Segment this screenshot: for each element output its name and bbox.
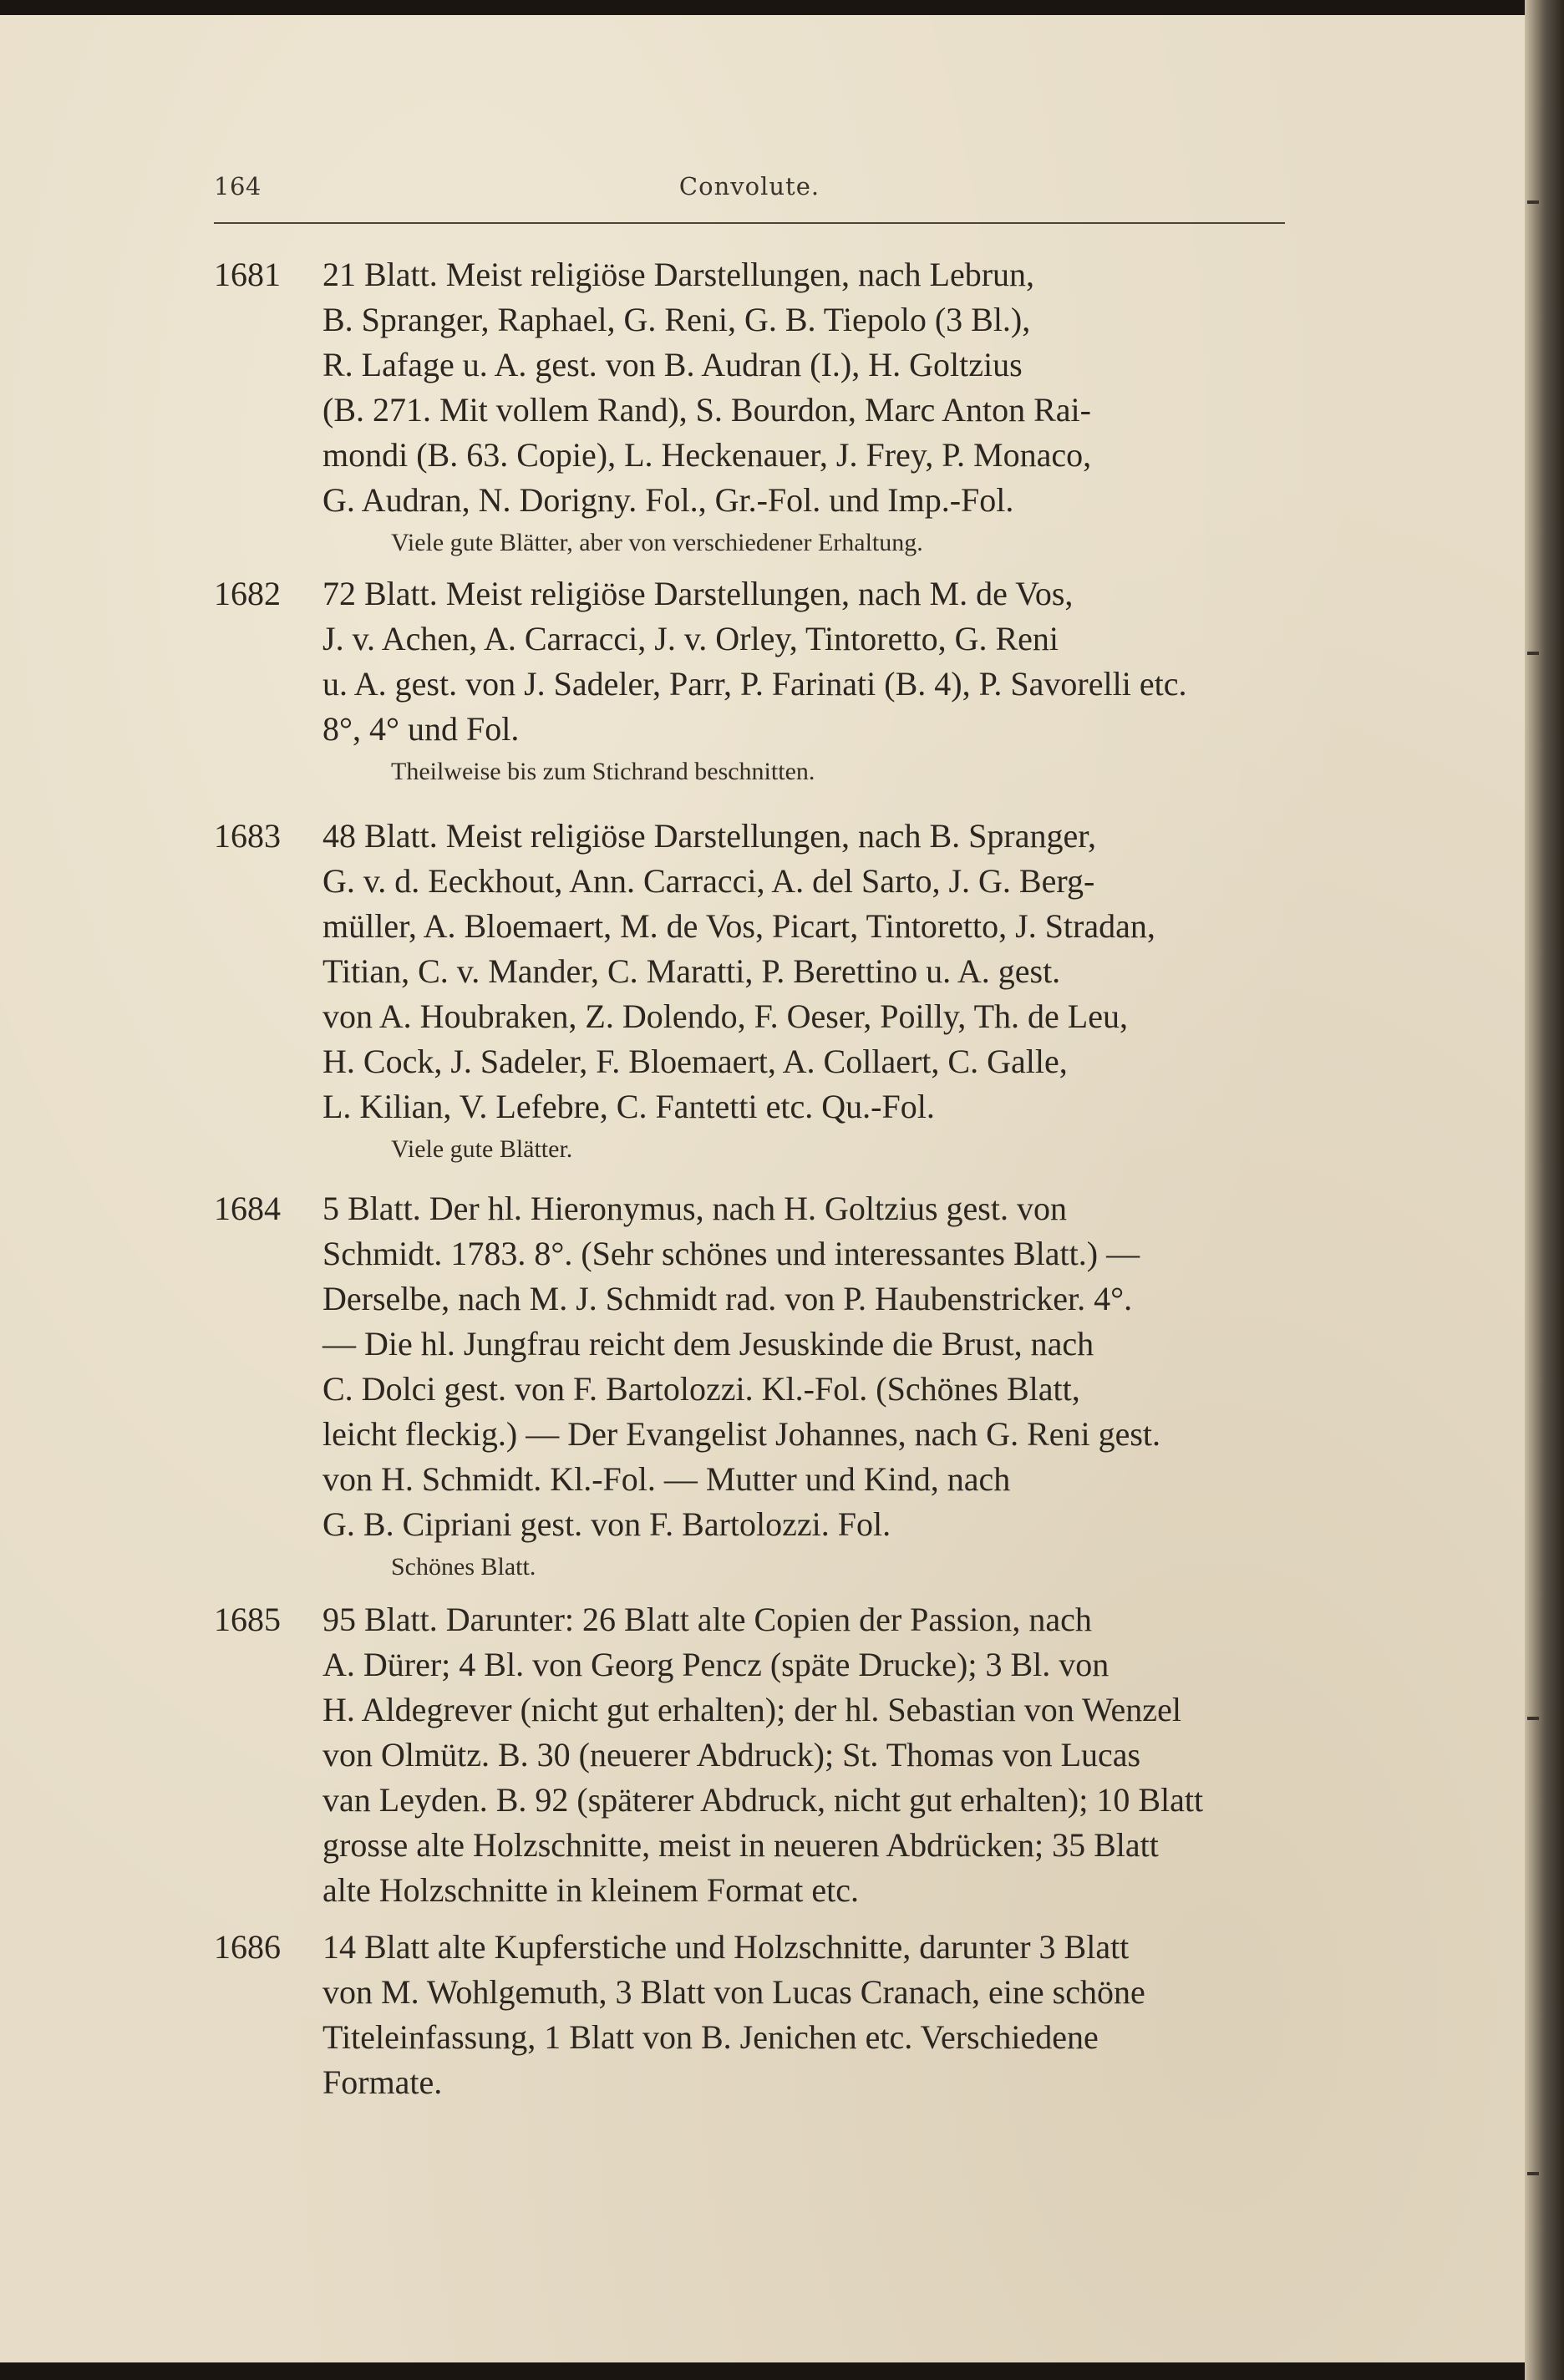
entry-line: leicht fleckig.) — Der Evangelist Johannes, nach G. Reni gest. xyxy=(322,1415,1161,1453)
page-number: 164 xyxy=(214,172,262,200)
entry-line: H. Aldegrever (nicht gut erhalten); der hl. Sebastian von Wenzel xyxy=(322,1691,1181,1728)
entry-line: von M. Wohlgemuth, 3 Blatt von Lucas Cranach, eine schöne xyxy=(322,1973,1145,2011)
entry-line: 5 Blatt. Der hl. Hieronymus, nach H. Goltzius gest. von xyxy=(322,1190,1067,1227)
entry-description xyxy=(322,252,1300,560)
entry-line: G. B. Cipriani gest. von F. Bartolozzi. Fol. xyxy=(322,1505,891,1543)
edge-mark xyxy=(1527,200,1539,204)
lot-number: 1686 xyxy=(214,1928,281,1966)
entry-line: 21 Blatt. Meist religiöse Darstellungen, nach Lebrun, xyxy=(322,256,1035,293)
entry-line: J. v. Achen, A. Carracci, J. v. Orley, Tintoretto, G. Reni xyxy=(322,620,1059,657)
entry-line: A. Dürer; 4 Bl. von Georg Pencz (späte Drucke); 3 Bl. von xyxy=(322,1646,1110,1683)
lot-number: 1683 xyxy=(214,817,281,855)
entry-description xyxy=(322,571,1300,789)
entry-note: Theilweise bis zum Stichrand beschnitten. xyxy=(391,758,815,785)
entry-line: (B. 271. Mit vollem Rand), S. Bourdon, Marc Anton Rai- xyxy=(322,391,1091,429)
entry-line: u. A. gest. von J. Sadeler, Parr, P. Farinati (B. 4), P. Savorelli etc. xyxy=(322,665,1187,703)
lot-number: 1685 xyxy=(214,1601,281,1638)
entry-line: Titian, C. v. Mander, C. Maratti, P. Berettino u. A. gest. xyxy=(322,952,1061,990)
entry-line: 48 Blatt. Meist religiöse Darstellungen, nach B. Spranger, xyxy=(322,817,1096,855)
entry-line: 95 Blatt. Darunter: 26 Blatt alte Copien der Passion, nach xyxy=(322,1601,1092,1638)
entry-line: — Die hl. Jungfrau reicht dem Jesuskinde die Brust, nach xyxy=(322,1325,1094,1363)
entry-line: Titeleinfassung, 1 Blatt von B. Jenichen etc. Verschiedene xyxy=(322,2018,1099,2056)
running-title: Convolute. xyxy=(678,172,820,200)
entry-line: von A. Houbraken, Z. Dolendo, F. Oeser, Poilly, Th. de Leu, xyxy=(322,997,1128,1035)
lot-number: 1684 xyxy=(214,1190,281,1227)
entry-line: G. v. d. Eeckhout, Ann. Carracci, A. del Sarto, J. G. Berg- xyxy=(322,862,1095,900)
entry-description xyxy=(322,1186,1300,1584)
page-header xyxy=(214,164,1285,214)
entry-line: L. Kilian, V. Lefebre, C. Fantetti etc. Qu.-Fol. xyxy=(322,1088,935,1125)
edge-mark xyxy=(1527,652,1539,655)
entry-line: Formate. xyxy=(322,2063,443,2101)
entry-description xyxy=(322,814,1300,1166)
entry-line: Schmidt. 1783. 8°. (Sehr schönes und interessantes Blatt.) — xyxy=(322,1235,1140,1272)
edge-mark xyxy=(1527,1717,1539,1720)
entry-line: Derselbe, nach M. J. Schmidt rad. von P. Haubenstricker. 4°. xyxy=(322,1280,1133,1317)
entry-note: Viele gute Blätter. xyxy=(391,1135,573,1163)
entry-line: mondi (B. 63. Copie), L. Heckenauer, J. Frey, P. Monaco, xyxy=(322,436,1092,474)
page-edge xyxy=(1525,0,1564,2380)
entry-line: B. Spranger, Raphael, G. Reni, G. B. Tiepolo (3 Bl.), xyxy=(322,301,1031,338)
entry-line: H. Cock, J. Sadeler, F. Bloemaert, A. Collaert, C. Galle, xyxy=(322,1043,1068,1080)
entry-line: 8°, 4° und Fol. xyxy=(322,710,520,748)
entry-line: von H. Schmidt. Kl.-Fol. — Mutter und Kind, nach xyxy=(322,1460,1011,1498)
header-rule xyxy=(214,222,1285,224)
entry-line: van Leyden. B. 92 (späterer Abdruck, nicht gut erhalten); 10 Blatt xyxy=(322,1781,1204,1819)
lot-number: 1682 xyxy=(214,575,281,612)
entry-line: alte Holzschnitte in kleinem Format etc. xyxy=(322,1871,860,1909)
entry-note: Viele gute Blätter, aber von verschiedener Erhaltung. xyxy=(391,529,923,556)
entry-line: 14 Blatt alte Kupferstiche und Holzschnitte, darunter 3 Blatt xyxy=(322,1928,1130,1966)
entry-line: G. Audran, N. Dorigny. Fol., Gr.-Fol. und Imp.-Fol. xyxy=(322,481,1014,519)
entry-note: Schönes Blatt. xyxy=(391,1553,536,1581)
entry-line: müller, A. Bloemaert, M. de Vos, Picart, Tintoretto, J. Stradan, xyxy=(322,907,1155,945)
edge-mark xyxy=(1527,2172,1539,2175)
entry-line: grosse alte Holzschnitte, meist in neueren Abdrücken; 35 Blatt xyxy=(322,1826,1159,1864)
entry-description xyxy=(322,1597,1300,1913)
entry-description xyxy=(322,1925,1300,2105)
entry-line: 72 Blatt. Meist religiöse Darstellungen, nach M. de Vos, xyxy=(322,575,1074,612)
lot-number: 1681 xyxy=(214,256,281,293)
entry-line: R. Lafage u. A. gest. von B. Audran (I.), H. Goltzius xyxy=(322,346,1023,383)
entry-line: C. Dolci gest. von F. Bartolozzi. Kl.-Fol. (Schönes Blatt, xyxy=(322,1370,1080,1408)
entry-line: von Olmütz. B. 30 (neuerer Abdruck); St. Thomas von Lucas xyxy=(322,1736,1141,1774)
